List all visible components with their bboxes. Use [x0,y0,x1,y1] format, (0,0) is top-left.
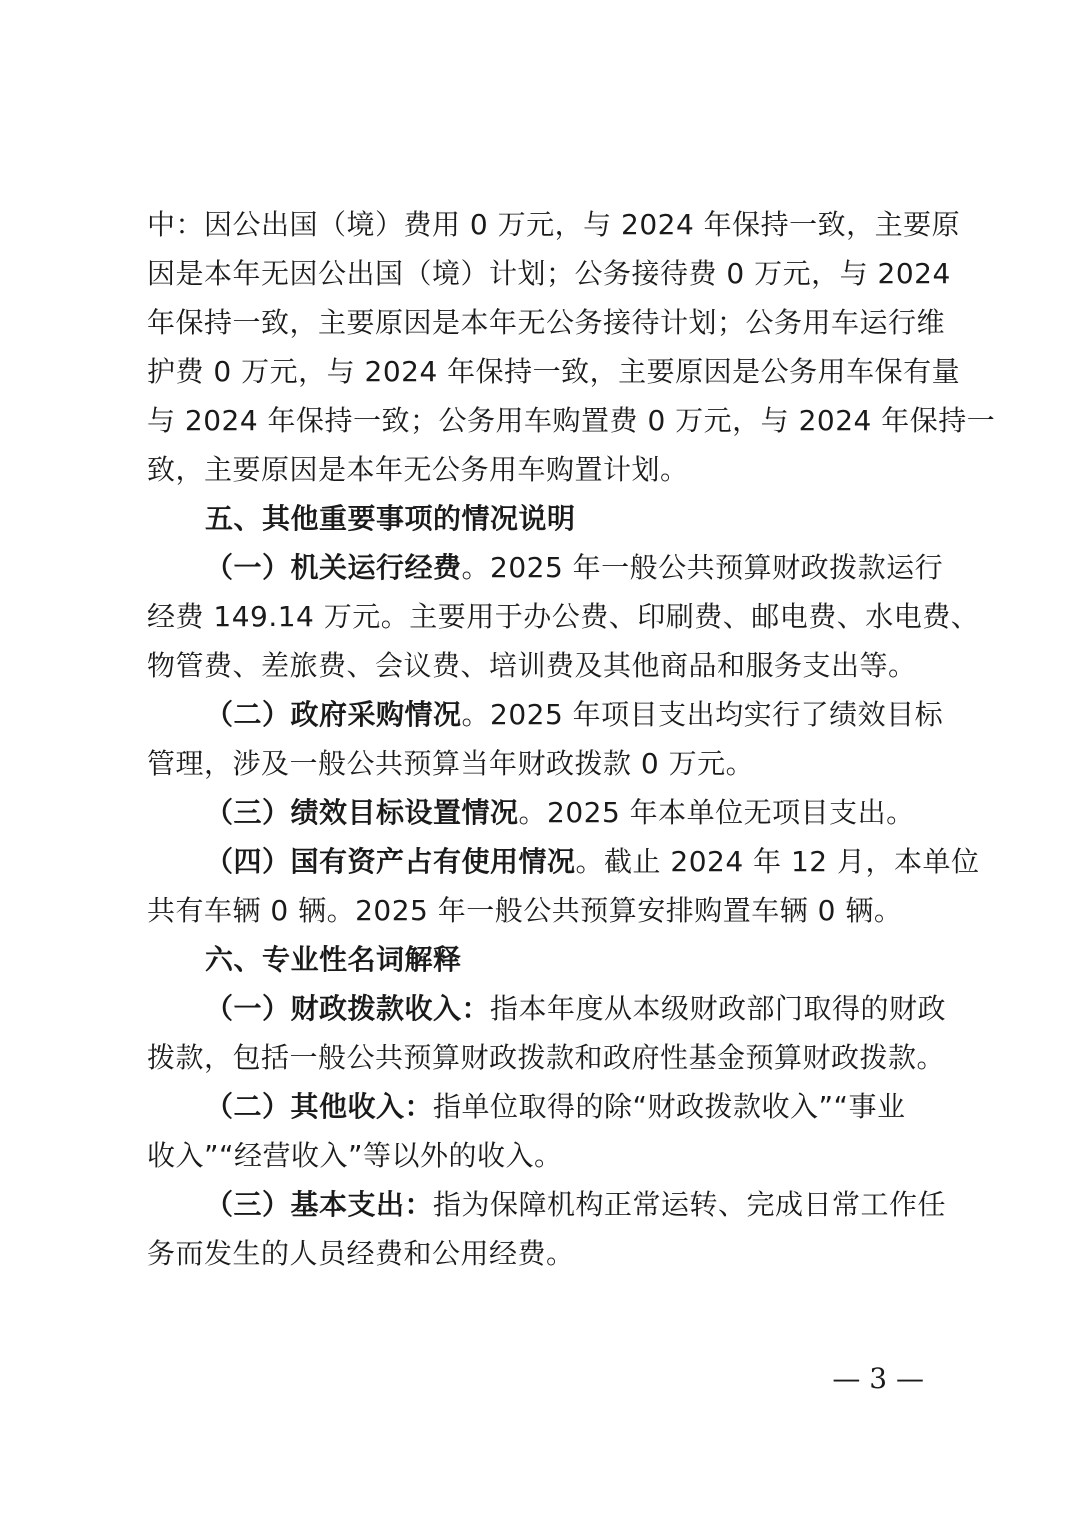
text-line [147,1180,945,1229]
text-line: 经费 149.14 万元。主要用于办公费、印刷费、邮电费、水电费、 [147,600,980,633]
text-line: 管理，涉及一般公共预算当年财政拨款 0 万元。 [147,747,755,780]
text-line [147,690,945,739]
page-number: — 3 — [832,1362,924,1395]
text-line: 护费 0 万元，与 2024 年保持一致，主要原因是公务用车保有量 [147,355,961,388]
item-text: 指本年度从本级财政部门取得的财政 [490,992,947,1025]
text-line [147,788,945,837]
item-label: （三）基本支出： [205,1188,434,1221]
text-line [147,984,945,1033]
text-line [147,543,945,592]
item-label: （二）政府采购情况 [205,698,462,731]
item-text: 。2025 年本单位无项目支出。 [518,796,915,829]
item-text: 指单位取得的除“财政拨款收入”“事业 [433,1090,906,1123]
document-body [147,200,996,1278]
text-line: 物管费、差旅费、会议费、培训费及其他商品和服务支出等。 [147,649,917,682]
text-line [147,1082,945,1131]
item-text: 指为保障机构正常运转、完成日常工作任 [433,1188,947,1221]
text-line [147,837,980,886]
section-heading-6: 六、专业性名词解释 [205,943,462,976]
text-line: 拨款，包括一般公共预算财政拨款和政府性基金预算财政拨款。 [147,1041,946,1074]
text-line: 务而发生的人员经费和公用经费。 [147,1237,575,1270]
item-text: 。截止 2024 年 12 月，本单位 [575,845,980,878]
text-line: 年保持一致，主要原因是本年无公务接待计划；公务用车运行维 [147,306,946,339]
section-heading-5: 五、其他重要事项的情况说明 [205,502,576,535]
item-label: （一）机关运行经费 [205,551,462,584]
item-label: （三）绩效目标设置情况 [205,796,519,829]
text-line: 与 2024 年保持一致；公务用车购置费 0 万元，与 2024 年保持一 [147,404,996,437]
item-text: 。2025 年一般公共预算财政拨款运行 [461,551,944,584]
text-line: 收入”“经营收入”等以外的收入。 [147,1139,563,1172]
text-line: 共有车辆 0 辆。2025 年一般公共预算安排购置车辆 0 辆。 [147,894,903,927]
text-line: 致，主要原因是本年无公务用车购置计划。 [147,453,689,486]
item-label: （二）其他收入： [205,1090,434,1123]
item-text: 。2025 年项目支出均实行了绩效目标 [461,698,944,731]
item-label: （一）财政拨款收入： [205,992,491,1025]
text-line: 中：因公出国（境）费用 0 万元，与 2024 年保持一致，主要原 [147,208,961,241]
text-line: 因是本年无因公出国（境）计划；公务接待费 0 万元，与 2024 [147,257,951,290]
item-label: （四）国有资产占有使用情况 [205,845,576,878]
